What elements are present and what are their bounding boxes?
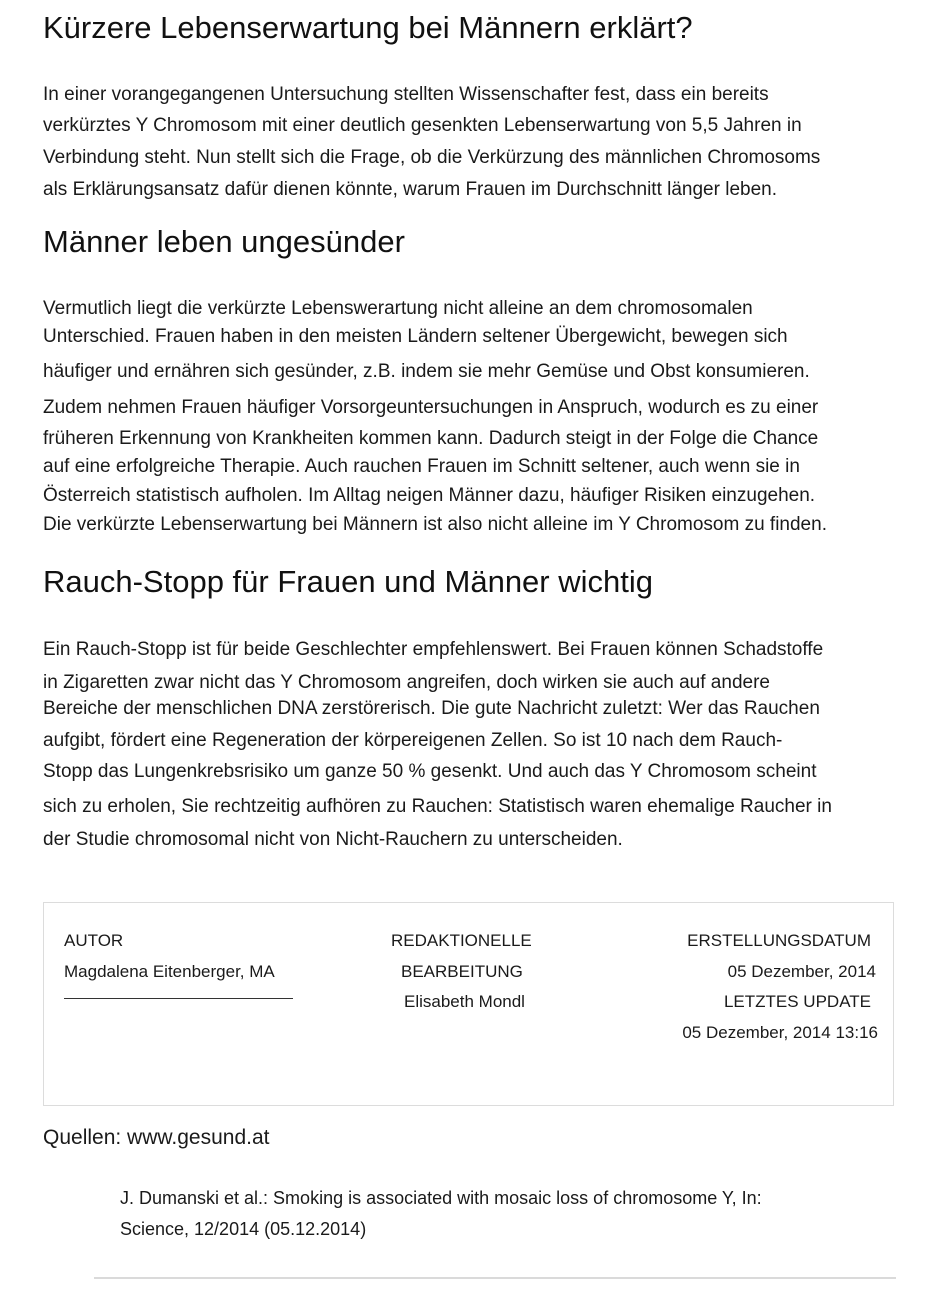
article-title: Kürzere Lebenserwartung bei Männern erklärt? <box>43 10 693 45</box>
author-name[interactable]: Magdalena Eitenberger, MA <box>64 962 275 981</box>
updated-date: 05 Dezember, 2014 13:16 <box>682 1023 878 1042</box>
paragraph-line: Die verkürzte Lebenserwartung bei Männern ist also nicht alleine im Y Chromosom zu finden. <box>43 514 827 535</box>
paragraph-line: Stopp das Lungenkrebsrisiko um ganze 50 % gesenkt. Und auch das Y Chromosom scheint <box>43 761 817 782</box>
paragraph-line: Ein Rauch-Stopp ist für beide Geschlechter empfehlenswert. Bei Frauen können Schadstoffe <box>43 639 824 660</box>
article-meta-box <box>43 902 894 1106</box>
paragraph-line: in Zigaretten zwar nicht das Y Chromosom angreifen, doch wirken sie auch auf andere <box>43 672 770 693</box>
author-label: AUTOR <box>64 931 124 950</box>
created-date: 05 Dezember, 2014 <box>727 962 876 981</box>
paragraph-line: Österreich statistisch aufholen. Im Alltag neigen Männer dazu, häufiger Risiken einzugehen. <box>43 485 816 506</box>
reference-line: J. Dumanski et al.: Smoking is associated with mosaic loss of chromosome Y, In: <box>120 1188 762 1208</box>
paragraph-line: Bereiche der menschlichen DNA zerstörerisch. Die gute Nachricht zuletzt: Wer das Rauchen <box>43 698 820 719</box>
paragraph-line: In einer vorangegangenen Untersuchung stellten Wissenschafter fest, dass ein bereits <box>43 84 769 105</box>
section-heading-men-unhealthy: Männer leben ungesünder <box>43 224 405 259</box>
editor-name: Elisabeth Mondl <box>404 992 525 1011</box>
footer-divider <box>94 1277 896 1279</box>
editorial-label-second-line: BEARBEITUNG <box>401 962 523 981</box>
created-label: ERSTELLUNGSDATUM <box>687 931 871 950</box>
paragraph-line: auf eine erfolgreiche Therapie. Auch rauchen Frauen im Schnitt seltener, auch wenn sie in <box>43 456 800 477</box>
sources-label: Quellen: www.gesund.at <box>43 1126 270 1149</box>
paragraph-line: Vermutlich liegt die verkürzte Lebenswerartung nicht alleine an dem chromosomalen <box>43 298 753 319</box>
updated-label: LETZTES UPDATE <box>723 992 871 1011</box>
paragraph-line: häufiger und ernähren sich gesünder, z.B. indem sie mehr Gemüse und Obst konsumieren. <box>43 361 810 382</box>
paragraph-line: Verbindung steht. Nun stellt sich die Frage, ob die Verkürzung des männlichen Chromosoms <box>43 147 821 168</box>
reference-line: Science, 12/2014 (05.12.2014) <box>120 1219 367 1239</box>
paragraph-line: als Erklärungsansatz dafür dienen könnte, warum Frauen im Durchschnitt länger leben. <box>43 179 777 200</box>
paragraph-line: sich zu erholen, Sie rechtzeitig aufhören zu Rauchen: Statistisch waren ehemalige Raucher in <box>43 796 832 817</box>
section-heading-smoking-stop: Rauch-Stopp für Frauen und Männer wichtig <box>43 564 653 599</box>
paragraph-line: Unterschied. Frauen haben in den meisten Ländern seltener Übergewicht, bewegen sich <box>43 326 788 347</box>
paragraph-line: aufgibt, fördert eine Regeneration der körpereigenen Zellen. So ist 10 nach dem Rauch- <box>43 730 783 751</box>
author-underline <box>64 998 293 999</box>
paragraph-line: Zudem nehmen Frauen häufiger Vorsorgeuntersuchungen in Anspruch, wodurch es zu einer <box>43 397 819 418</box>
editorial-label: REDAKTIONELLE <box>391 931 532 950</box>
paragraph-line: der Studie chromosomal nicht von Nicht-Rauchern zu unterscheiden. <box>43 829 623 850</box>
paragraph-line: früheren Erkennung von Krankheiten kommen kann. Dadurch steigt in der Folge die Chance <box>43 428 819 449</box>
paragraph-line: verkürztes Y Chromosom mit einer deutlich gesenkten Lebenserwartung von 5,5 Jahren in <box>43 115 802 136</box>
